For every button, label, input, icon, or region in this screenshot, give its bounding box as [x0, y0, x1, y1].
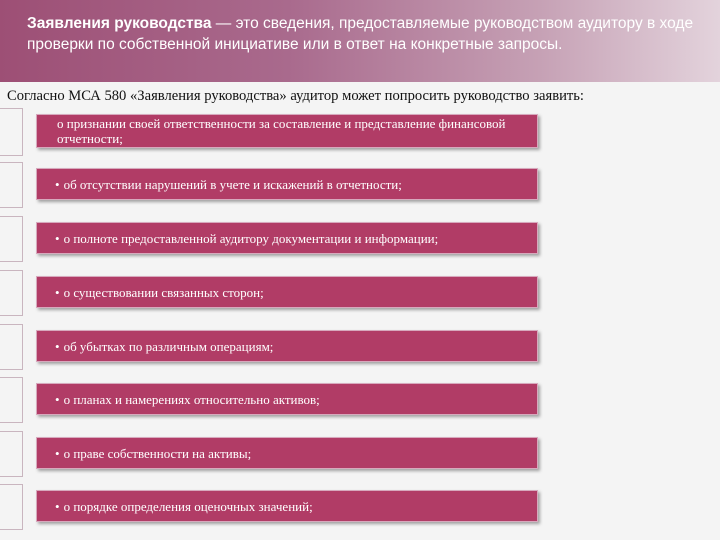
row-left-tab: [0, 431, 23, 477]
definition-body: — это сведения, предоставляемые руководством аудитору в ходе проверки по собственной инициативе или в ответ на конкретные запросы.: [27, 15, 694, 53]
statement-item: [36, 437, 538, 469]
row-left-tab: [0, 162, 23, 208]
statement-item-label: о существовании связанных сторон;: [63, 284, 264, 300]
statement-item-text: [55, 392, 320, 407]
statement-item-text: [55, 339, 273, 354]
statement-item: [36, 222, 538, 254]
statement-item-label: о признании своей ответственности за составление и представление финансовой отчетности;: [57, 116, 506, 146]
statement-item: [36, 490, 538, 522]
statement-item-label: об убытках по различным операциям;: [63, 338, 274, 354]
bullet-marker: •: [55, 445, 60, 461]
statement-item-label: об отсутствии нарушений в учете и искажений в отчетности;: [63, 176, 402, 192]
row-left-tab: [0, 216, 23, 262]
intro-sentence: Согласно МСА 580 «Заявления руководства» аудитор может попросить руководство заявить:: [7, 88, 584, 104]
statement-item-label: о планах и намерениях относительно активов;: [63, 391, 320, 407]
statement-item-text: [55, 446, 251, 461]
statement-item-label: о полноте предоставленной аудитору документации и информации;: [63, 230, 439, 246]
bullet-marker: •: [55, 338, 60, 354]
bullet-marker: •: [55, 498, 60, 514]
statement-item: [36, 114, 538, 148]
statement-item: [36, 168, 538, 200]
statement-item-text: [57, 116, 525, 146]
bullet-marker: •: [55, 284, 60, 300]
row-left-tab: [0, 484, 23, 530]
statement-item-text: [55, 231, 438, 246]
statement-item: [36, 330, 538, 362]
row-left-tab: [0, 324, 23, 370]
definition-term: Заявления руководства: [27, 15, 212, 32]
title-banner: [0, 0, 720, 82]
statement-item-text: [55, 285, 264, 300]
definition-text: [27, 13, 707, 55]
statement-item-label: о порядке определения оценочных значений;: [63, 498, 313, 514]
statement-item: [36, 276, 538, 308]
bullet-marker: •: [55, 391, 60, 407]
statement-item-text: [55, 177, 402, 192]
bullet-marker: •: [55, 230, 60, 246]
bullet-marker: •: [55, 176, 60, 192]
statement-item-label: о праве собственности на активы;: [63, 445, 252, 461]
row-left-tab: [0, 270, 23, 316]
statement-item: [36, 383, 538, 415]
statement-item-text: [55, 499, 313, 514]
row-left-tab: [0, 108, 23, 156]
row-left-tab: [0, 377, 23, 423]
